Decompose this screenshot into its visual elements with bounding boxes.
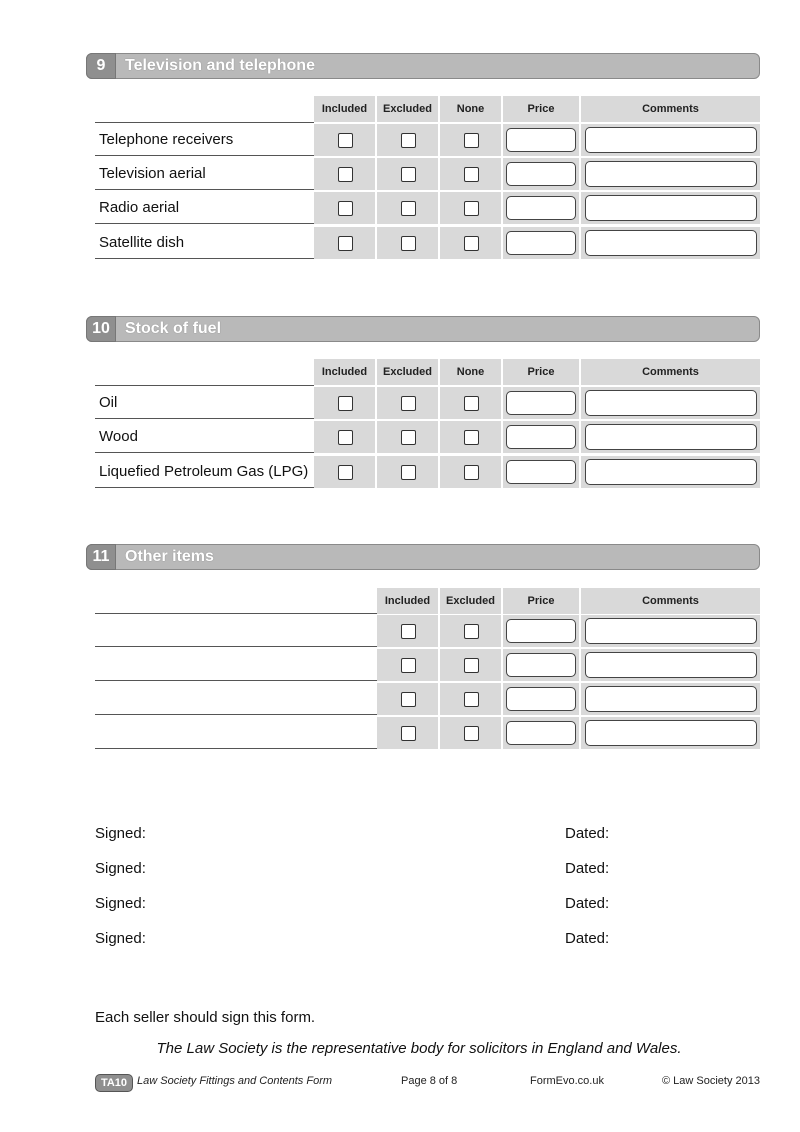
excluded-cell — [377, 192, 438, 224]
col-header-comments: Comments — [581, 588, 760, 614]
item-description-field[interactable] — [95, 648, 377, 681]
included-cell — [314, 192, 375, 224]
included-checkbox[interactable] — [338, 201, 353, 216]
comments-input[interactable] — [585, 230, 757, 256]
none-checkbox[interactable] — [464, 167, 479, 182]
included-cell — [377, 717, 438, 749]
included-cell — [377, 683, 438, 715]
signed-label: Signed: — [95, 825, 146, 842]
excluded-cell — [440, 717, 501, 749]
price-input[interactable] — [506, 721, 576, 745]
excluded-cell — [440, 683, 501, 715]
col-header-none: None — [440, 96, 501, 122]
included-checkbox[interactable] — [338, 167, 353, 182]
excluded-cell — [440, 649, 501, 681]
col-header-excluded: Excluded — [440, 588, 501, 614]
comments-cell — [581, 124, 760, 156]
price-input[interactable] — [506, 687, 576, 711]
dated-label: Dated: — [565, 895, 610, 912]
price-input[interactable] — [506, 391, 576, 415]
page-number: Page 8 of 8 — [401, 1075, 458, 1087]
included-checkbox[interactable] — [401, 726, 416, 741]
row-label: Television aerial — [95, 157, 314, 190]
none-checkbox[interactable] — [464, 133, 479, 148]
excluded-checkbox[interactable] — [401, 236, 416, 251]
price-cell — [503, 192, 579, 224]
included-cell — [314, 124, 375, 156]
included-checkbox[interactable] — [338, 430, 353, 445]
comments-input[interactable] — [585, 459, 757, 485]
price-input[interactable] — [506, 162, 576, 186]
price-cell — [503, 683, 579, 715]
excluded-checkbox[interactable] — [401, 465, 416, 480]
included-cell — [314, 421, 375, 453]
signed-label: Signed: — [95, 930, 146, 947]
section-title: Television and telephone — [125, 57, 315, 74]
comments-input[interactable] — [585, 195, 757, 221]
section-title: Other items — [125, 548, 214, 565]
item-description-field[interactable] — [95, 614, 377, 647]
none-cell — [440, 456, 501, 488]
site-name: FormEvo.co.uk — [530, 1075, 604, 1087]
excluded-checkbox[interactable] — [464, 658, 479, 673]
col-header-price: Price — [503, 96, 579, 122]
included-checkbox[interactable] — [401, 624, 416, 639]
included-cell — [377, 615, 438, 647]
section-title: Stock of fuel — [125, 320, 222, 337]
excluded-cell — [377, 456, 438, 488]
included-checkbox[interactable] — [338, 133, 353, 148]
price-input[interactable] — [506, 196, 576, 220]
signed-label: Signed: — [95, 860, 146, 877]
price-input[interactable] — [506, 128, 576, 152]
col-header-included: Included — [314, 96, 375, 122]
excluded-checkbox[interactable] — [401, 133, 416, 148]
col-header-none: None — [440, 359, 501, 385]
comments-cell — [581, 456, 760, 488]
copyright: © Law Society 2013 — [662, 1075, 760, 1087]
price-cell — [503, 158, 579, 190]
price-input[interactable] — [506, 460, 576, 484]
included-checkbox[interactable] — [338, 396, 353, 411]
row-label: Liquefied Petroleum Gas (LPG) — [95, 455, 314, 488]
included-cell — [314, 158, 375, 190]
price-input[interactable] — [506, 619, 576, 643]
col-header-comments: Comments — [581, 96, 760, 122]
excluded-checkbox[interactable] — [401, 396, 416, 411]
included-checkbox[interactable] — [338, 236, 353, 251]
excluded-cell — [377, 158, 438, 190]
price-cell — [503, 421, 579, 453]
price-cell — [503, 717, 579, 749]
col-header-included: Included — [314, 359, 375, 385]
price-cell — [503, 649, 579, 681]
none-checkbox[interactable] — [464, 465, 479, 480]
price-cell — [503, 456, 579, 488]
sign-instruction: Each seller should sign this form. — [95, 1009, 316, 1026]
included-cell — [314, 456, 375, 488]
included-cell — [314, 387, 375, 419]
col-header-comments: Comments — [581, 359, 760, 385]
row-label: Radio aerial — [95, 191, 314, 224]
form-name: Law Society Fittings and Contents Form — [137, 1075, 333, 1087]
included-cell — [377, 649, 438, 681]
section-number: 9 — [86, 53, 116, 79]
comments-input[interactable] — [585, 424, 757, 450]
dated-label: Dated: — [565, 860, 610, 877]
excluded-cell — [377, 124, 438, 156]
comments-input[interactable] — [585, 390, 757, 416]
comments-input[interactable] — [585, 720, 757, 746]
comments-cell — [581, 683, 760, 715]
none-cell — [440, 192, 501, 224]
none-cell — [440, 421, 501, 453]
excluded-cell — [377, 227, 438, 259]
col-header-price: Price — [503, 359, 579, 385]
col-header-price: Price — [503, 588, 579, 614]
item-description-field[interactable] — [95, 716, 377, 749]
price-cell — [503, 615, 579, 647]
form-code-badge: TA10 — [95, 1074, 133, 1092]
included-checkbox[interactable] — [338, 465, 353, 480]
included-checkbox[interactable] — [401, 658, 416, 673]
price-input[interactable] — [506, 231, 576, 255]
row-label: Oil — [95, 386, 314, 419]
excluded-cell — [440, 615, 501, 647]
item-description-field[interactable] — [95, 682, 377, 715]
comments-cell — [581, 192, 760, 224]
section-10-header — [86, 316, 760, 342]
price-cell — [503, 227, 579, 259]
comments-input[interactable] — [585, 127, 757, 153]
excluded-checkbox[interactable] — [464, 692, 479, 707]
none-cell — [440, 158, 501, 190]
dated-label: Dated: — [565, 825, 610, 842]
excluded-checkbox[interactable] — [401, 430, 416, 445]
comments-cell — [581, 387, 760, 419]
included-checkbox[interactable] — [401, 692, 416, 707]
none-cell — [440, 387, 501, 419]
law-society-statement: The Law Society is the representative body for solicitors in England and Wales. — [156, 1040, 682, 1057]
dated-label: Dated: — [565, 930, 610, 947]
comments-input[interactable] — [585, 652, 757, 678]
none-checkbox[interactable] — [464, 236, 479, 251]
col-header-excluded: Excluded — [377, 96, 438, 122]
none-cell — [440, 124, 501, 156]
comments-cell — [581, 717, 760, 749]
comments-input[interactable] — [585, 686, 757, 712]
excluded-checkbox[interactable] — [464, 624, 479, 639]
excluded-checkbox[interactable] — [401, 167, 416, 182]
none-cell — [440, 227, 501, 259]
comments-cell — [581, 615, 760, 647]
col-header-excluded: Excluded — [377, 359, 438, 385]
none-checkbox[interactable] — [464, 201, 479, 216]
comments-input[interactable] — [585, 618, 757, 644]
excluded-checkbox[interactable] — [464, 726, 479, 741]
section-number: 10 — [86, 316, 116, 342]
price-cell — [503, 387, 579, 419]
col-header-included: Included — [377, 588, 438, 614]
section-9-header — [86, 53, 760, 79]
signed-label: Signed: — [95, 895, 146, 912]
comments-cell — [581, 227, 760, 259]
excluded-cell — [377, 421, 438, 453]
included-cell — [314, 227, 375, 259]
none-checkbox[interactable] — [464, 396, 479, 411]
price-input[interactable] — [506, 653, 576, 677]
price-input[interactable] — [506, 425, 576, 449]
comments-input[interactable] — [585, 161, 757, 187]
none-checkbox[interactable] — [464, 430, 479, 445]
row-label: Satellite dish — [95, 226, 314, 259]
row-label: Telephone receivers — [95, 123, 314, 156]
excluded-checkbox[interactable] — [401, 201, 416, 216]
comments-cell — [581, 421, 760, 453]
excluded-cell — [377, 387, 438, 419]
section-11-header — [86, 544, 760, 570]
section-number: 11 — [86, 544, 116, 570]
row-label: Wood — [95, 420, 314, 453]
comments-cell — [581, 158, 760, 190]
comments-cell — [581, 649, 760, 681]
price-cell — [503, 124, 579, 156]
